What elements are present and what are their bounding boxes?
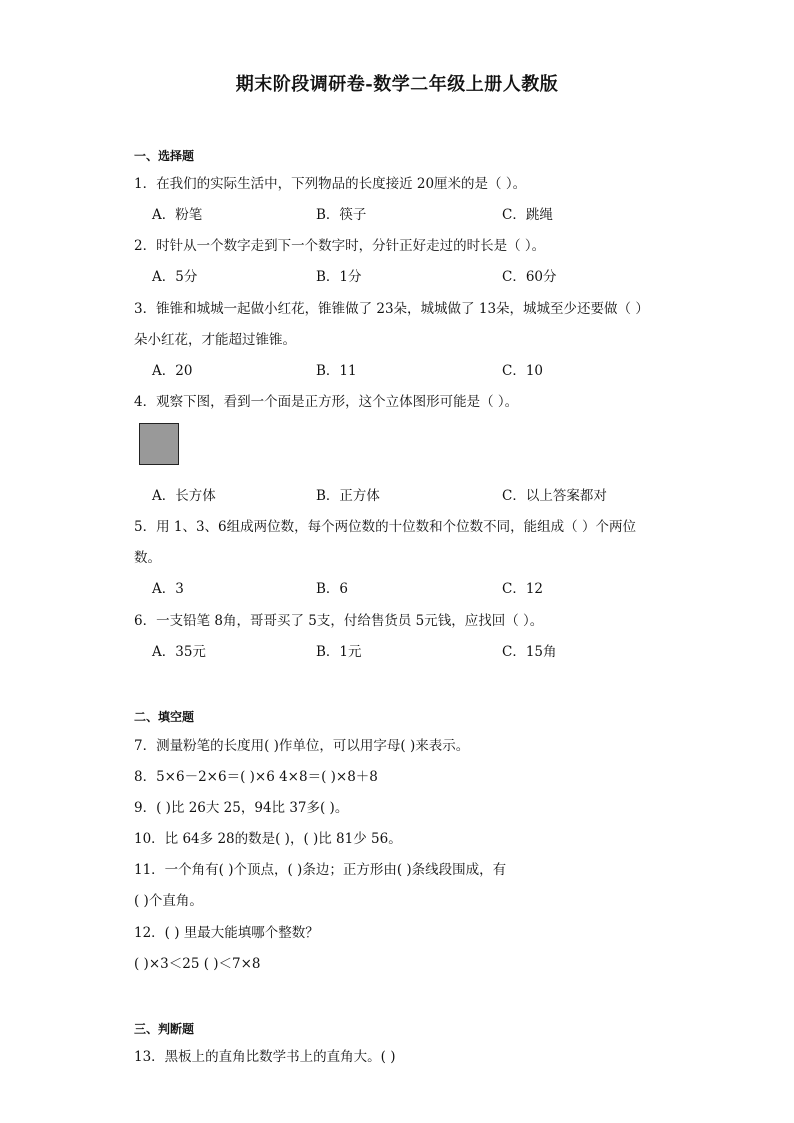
section-heading-judge: 三、判断题 — [134, 1022, 195, 1036]
option-c: C．以上答案都对 — [502, 488, 607, 504]
question-11-text-line1: 11．一个角有( )个顶点，( )条边；正方形由( )条线段围成，有 — [134, 862, 507, 878]
question-9-text: 9．( )比 26大 25，94比 37多( )。 — [134, 800, 349, 816]
question-5-text-line2: 数。 — [134, 550, 161, 566]
question-13-text: 13．黑板上的直角比数学书上的直角大。( ) — [134, 1049, 396, 1065]
option-c: C．15角 — [502, 644, 557, 660]
question-6-text: 6．一支铅笔 8角，哥哥买了 5支，付给售货员 5元钱，应找回（ ）。 — [134, 613, 544, 629]
option-c: C．跳绳 — [502, 207, 553, 223]
question-7-text: 7．测量粉笔的长度用( )作单位，可以用字母( )来表示。 — [134, 738, 470, 754]
question-10-text: 10．比 64多 28的数是( )，( )比 81少 56。 — [134, 831, 402, 847]
option-b: B．1分 — [316, 269, 362, 285]
square-figure — [139, 423, 179, 465]
section-heading-fill: 二、填空题 — [134, 710, 195, 724]
question-4-options — [152, 484, 712, 504]
section-heading-choice: 一、选择题 — [134, 149, 195, 163]
question-1-text: 1．在我们的实际生活中，下列物品的长度接近 20厘米的是（ ）。 — [134, 176, 527, 192]
question-3-options — [152, 359, 712, 379]
option-b: B．1元 — [316, 644, 362, 660]
option-a: A．5分 — [152, 269, 198, 285]
question-12-text-line2: ( )×3＜25 ( )＜7×8 — [134, 956, 261, 972]
question-2-options — [152, 265, 712, 285]
question-1-options — [152, 203, 712, 223]
option-c: C．12 — [502, 581, 544, 597]
question-11-text-line2: ( )个直角。 — [134, 893, 203, 909]
option-a: A．粉笔 — [152, 207, 203, 223]
option-a: A．20 — [152, 363, 193, 379]
question-3-text-line2: 朵小红花，才能超过锥锥。 — [134, 332, 296, 348]
question-6-options — [152, 640, 712, 660]
option-b: B．筷子 — [316, 207, 367, 223]
question-4-text: 4．观察下图，看到一个面是正方形，这个立体图形可能是（ ）。 — [134, 394, 519, 410]
question-5-text-line1: 5．用 1、3、6组成两位数，每个两位数的十位数和个位数不同，能组成（ ）个两位 — [134, 519, 636, 535]
option-b: B．11 — [316, 363, 357, 379]
option-c: C．60分 — [502, 269, 557, 285]
option-b: B．正方体 — [316, 488, 380, 504]
option-a: A．3 — [152, 581, 184, 597]
option-c: C．10 — [502, 363, 544, 379]
option-a: A．长方体 — [152, 488, 216, 504]
question-5-options — [152, 577, 712, 597]
page-title: 期末阶段调研卷-数学二年级上册人教版 — [235, 74, 559, 95]
option-a: A．35元 — [152, 644, 206, 660]
option-b: B．6 — [316, 581, 349, 597]
question-2-text: 2．时针从一个数字走到下一个数字时，分针正好走过的时长是（ ）。 — [134, 238, 546, 254]
question-12-text-line1: 12．( ) 里最大能填哪个整数？ — [134, 925, 319, 941]
question-3-text-line1: 3．锥锥和城城一起做小红花，锥锥做了 23朵，城城做了 13朵，城城至少还要做（ ） — [134, 301, 649, 317]
question-8-text: 8．5×6－2×6＝( )×6 4×8＝( )×8＋8 — [134, 769, 378, 785]
